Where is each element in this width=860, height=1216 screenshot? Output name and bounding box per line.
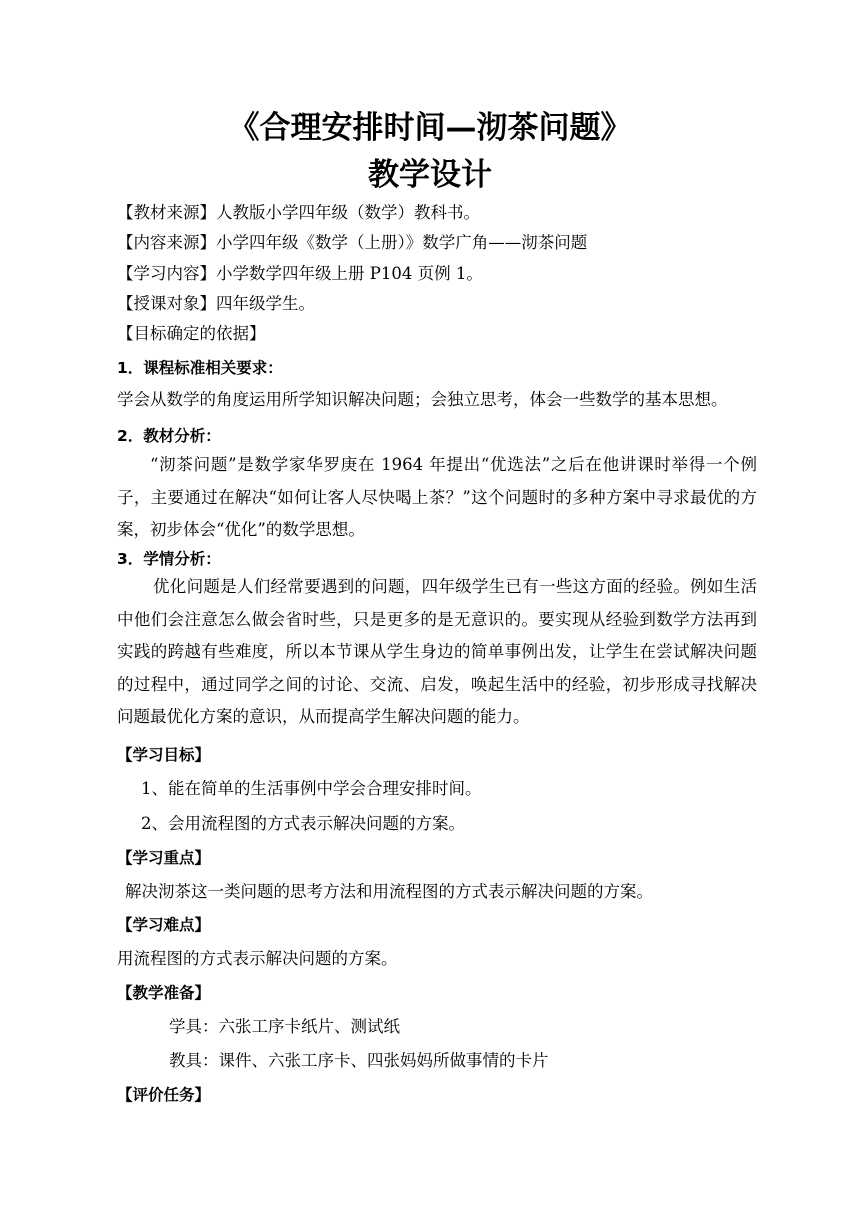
section-2-heading: 2．教材分析：: [117, 427, 221, 445]
difficulty-heading: 【学习难点】: [117, 916, 211, 934]
objective-item-2: 2、会用流程图的方式表示解决问题的方案。: [141, 814, 465, 833]
audience-line: 【授课对象】四年级学生。: [117, 294, 315, 313]
section-3-paragraph: 优化问题是人们经常要遇到的问题，四年级学生已有一些这方面的经验。例如生活中他们会注意怎么做会省时些，只是更多的是无意识的。要实现从经验到数学方法再到实践的跨越有些难度，所以本节课从学生身边的简单事例出发，让学生在尝试解决问题的过程中，通过同学之间的讨论、交流、启发，唤起生活中的经验，初步形成寻找解决问题最优化方案的意识，从而提高学生解决问题的能力。: [117, 577, 757, 726]
section-2-paragraph: “沏茶问题”是数学家华罗庚在 1964 年提出“优选法”之后在他讲课时举得一个例子，主要通过在解决“如何让客人尽快喝上茶？”这个问题时的多种方案中寻求最优的方案，初步体会“优化”的数学思想。: [117, 455, 757, 539]
key-points-text: 解决沏茶这一类问题的思考方法和用流程图的方式表示解决问题的方案。: [125, 882, 653, 901]
learning-content-line: 【学习内容】小学数学四年级上册 P104 页例 1。: [117, 264, 483, 283]
section-3-heading: 3．学情分析：: [117, 550, 221, 568]
objectives-heading: 【学习目标】: [117, 746, 211, 764]
key-points-heading: 【学习重点】: [117, 849, 211, 867]
objective-item-1: 1、能在简单的生活事例中学会合理安排时间。: [141, 779, 482, 798]
section-1-heading: 1．课程标准相关要求：: [117, 359, 283, 377]
content-source-line: 【内容来源】小学四年级《数学（上册）》数学广角——沏茶问题: [117, 233, 588, 252]
teacher-tools-line: 教具：课件、六张工序卡、四张妈妈所做事情的卡片: [169, 1051, 549, 1070]
basis-heading: 【目标确定的依据】: [117, 324, 266, 343]
document-title-line-1: 《合理安排时间—沏茶问题》: [228, 110, 632, 146]
section-1-text: 学会从数学的角度运用所学知识解决问题；会独立思考，体会一些数学的基本思想。: [117, 390, 728, 409]
document-title-line-2: 教学设计: [368, 157, 492, 193]
evaluation-heading: 【评价任务】: [117, 1086, 211, 1104]
source-material-line: 【教材来源】人教版小学四年级（数学）教科书。: [117, 203, 480, 222]
preparation-heading: 【教学准备】: [117, 984, 211, 1002]
student-tools-line: 学具：六张工序卡纸片、测试纸: [169, 1017, 400, 1036]
difficulty-text: 用流程图的方式表示解决问题的方案。: [117, 949, 398, 968]
